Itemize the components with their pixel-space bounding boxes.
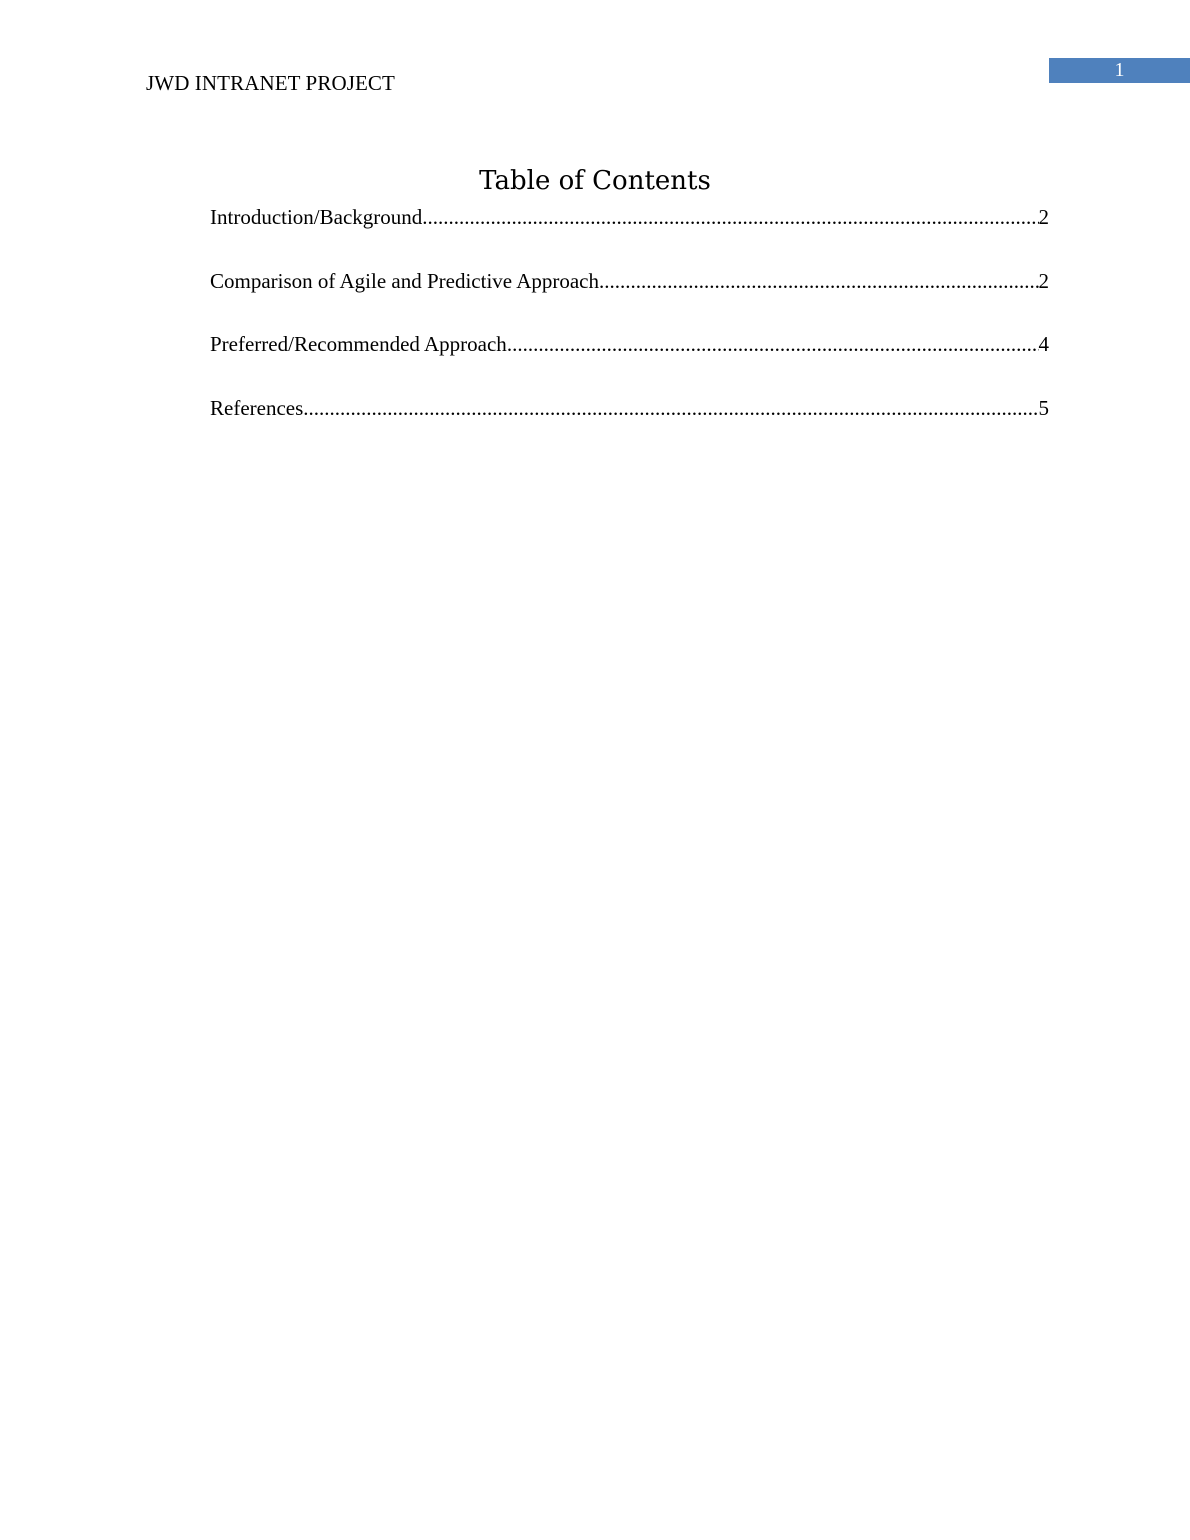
- toc-entry-page: 2: [1038, 268, 1049, 293]
- toc-entry-introduction[interactable]: [210, 203, 1049, 267]
- page-number-badge: [1049, 58, 1190, 83]
- toc-dot-leader: [507, 330, 1039, 358]
- toc-dot-leader: [599, 267, 1038, 295]
- toc-dot-leader: [303, 394, 1038, 422]
- toc-entry-label: References: [210, 395, 304, 420]
- toc-entry-comparison[interactable]: [210, 267, 1049, 331]
- toc-entry-page: 4: [1038, 332, 1049, 356]
- toc-heading: Table of Contents: [479, 166, 711, 196]
- toc-dot-leader: [422, 203, 1038, 231]
- toc-entry-label: Introduction/Background: [210, 205, 423, 229]
- toc-entry-label: Comparison of Agile and Predictive Approach: [210, 268, 600, 293]
- toc-entry-references[interactable]: [210, 394, 1049, 458]
- running-header-title: JWD INTRANET PROJECT: [146, 71, 395, 95]
- toc-entry-page: 5: [1038, 395, 1049, 420]
- toc-entry-label: Preferred/Recommended Approach: [210, 332, 507, 356]
- toc-entry-page: 2: [1038, 205, 1049, 229]
- toc-entry-recommended-approach[interactable]: [210, 330, 1049, 394]
- toc-list: [210, 203, 1049, 457]
- page-number: 1: [1114, 59, 1125, 81]
